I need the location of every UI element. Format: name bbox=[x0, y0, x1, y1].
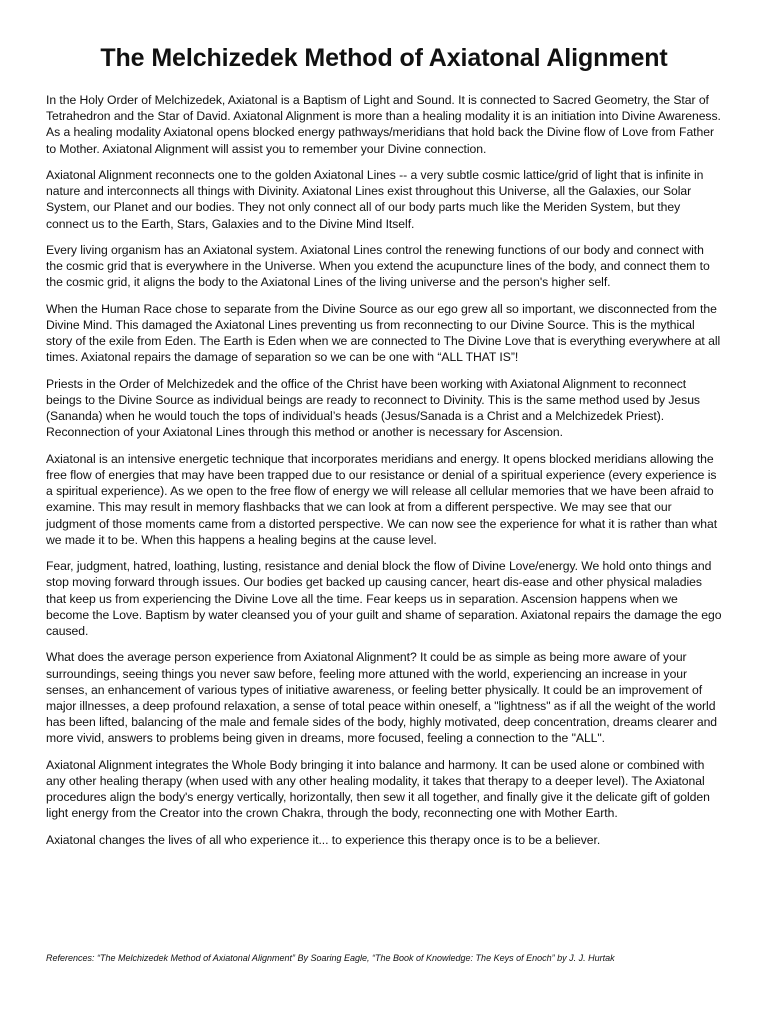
paragraph-6: Axiatonal is an intensive energetic technique that incorporates meridians and energy. It opens blocked meridians allowing the free flow of energies that may have been trapped due to our resistance or denial of a spiritual experience (every experience is a spiritual experience). As we open to the free flow of energy we will release all cellular memories that we have been afraid to examine. This may result in memory flashbacks that we can look at from a different perspective. We may see that our judgment of those moments came from a distorted perspective. We can now see the experience for what it is rather than what we made it to be. When this happens a healing begins at the cause level. bbox=[46, 451, 718, 547]
paragraph-2: Axiatonal Alignment reconnects one to the golden Axiatonal Lines -- a very subtle cosmic lattice/grid of light that is infinite in nature and interconnects all things with Divinity. Axiatonal Lines exist throughout this Universe, all the Galaxies, our Solar System, our Planet and our bodies. They not only connect all of our body parts much like the Meriden System, but they connect us to the Earth, Stars, Galaxies and to the Divine Mind Itself. bbox=[46, 168, 704, 231]
paragraph-5: Priests in the Order of Melchizedek and the office of the Christ have been working with Axiatonal Alignment to reconnect beings to the Divine Source as individual beings are ready to reconnect to Divinity. This is the same method used by Jesus (Sananda) when he would touch the tops of individual’s heads (Jesus/Sanada is a Christ and a Melchizedek Priest). Reconnection of your Axiatonal Lines through this method or another is necessary for Ascension. bbox=[46, 376, 700, 440]
paragraph-4: When the Human Race chose to separate from the Divine Source as our ego grew all so important, we disconnected from the Divine Mind. This damaged the Axiatonal Lines preventing us from reconnecting to our Divine Source. This is the mythical story of the exile from Eden. The Earth is Eden when we are connected to The Divine Love that is everything everywhere at all times. Axiatonal repairs the damage of separation so we can be one with “ALL THAT IS”! bbox=[46, 301, 721, 365]
paragraph-10: Axiatonal changes the lives of all who experience it... to experience this therapy once is to be a believer. bbox=[46, 832, 601, 847]
paragraph-7: Fear, judgment, hatred, loathing, lusting, resistance and denial block the flow of Divine Love/energy. We hold onto things and stop moving forward through issues. Our bodies get backed up causing cancer, heart dis-ease and other physical maladies that keep us from experiencing the Divine Love all the time. Fear keeps us in separation. Ascension happens when we become the Love. Baptism by water cleansed you of your guilt and shame of separation. Axiatonal repairs the damage the ego caused. bbox=[46, 559, 722, 639]
paragraph-8: What does the average person experience from Axiatonal Alignment? It could be as simple as being more aware of your surroundings, seeing things you never saw before, feeling more attuned with the world, experiencing an increase in your senses, an enhancement of various types of initiative awareness, or feeling better physically. It could be an improvement of major illnesses, a deep profound relaxation, a sense of total peace within oneself, a "lightness" as if all the weight of the world has been lifted, balancing of the male and female sides of the body, highly motivated, deep concentration, dreams clearer and more vivid, answers to problems being given in dreams, more focused, feeling a connection to the "ALL". bbox=[46, 650, 718, 746]
page-title: The Melchizedek Method of Axiatonal Alignment bbox=[100, 44, 668, 72]
references-line: References: “The Melchizedek Method of Axiatonal Alignment” By Soaring Eagle, “The Book of Knowledge: The Keys of Enoch” by J. J. Hurtak bbox=[46, 953, 615, 963]
paragraph-9: Axiatonal Alignment integrates the Whole Body bringing it into balance and harmony. It can be used alone or combined with any other healing therapy (when used with any other healing modality, it takes that therapy to a deeper level). The Axiatonal procedures align the body's energy vertically, horizontally, then sew it all together, and finally give it the delicate gift of golden light energy from the Creator into the crown Chakra, through the body, reconnecting one with Mother Earth. bbox=[46, 757, 710, 821]
paragraph-3: Every living organism has an Axiatonal system. Axiatonal Lines control the renewing functions of our body and connect with the cosmic grid that is everywhere in the Universe. When you extend the acupuncture lines of the body, and connect them to the cosmic grid, it aligns the body to the Axiatonal Lines of the living universe and the person's higher self. bbox=[46, 243, 710, 290]
document-body bbox=[46, 92, 722, 858]
paragraph-1: In the Holy Order of Melchizedek, Axiatonal is a Baptism of Light and Sound. It is connected to Sacred Geometry, the Star of Tetrahedron and the Star of David. Axiatonal Alignment is more than a healing modality it is an initiation into Divine Awareness. As a healing modality Axiatonal opens blocked energy pathways/meridians that hold back the Divine flow of Love from Father to Mother. Axiatonal Alignment will assist you to remember your Divine connection. bbox=[46, 93, 721, 156]
